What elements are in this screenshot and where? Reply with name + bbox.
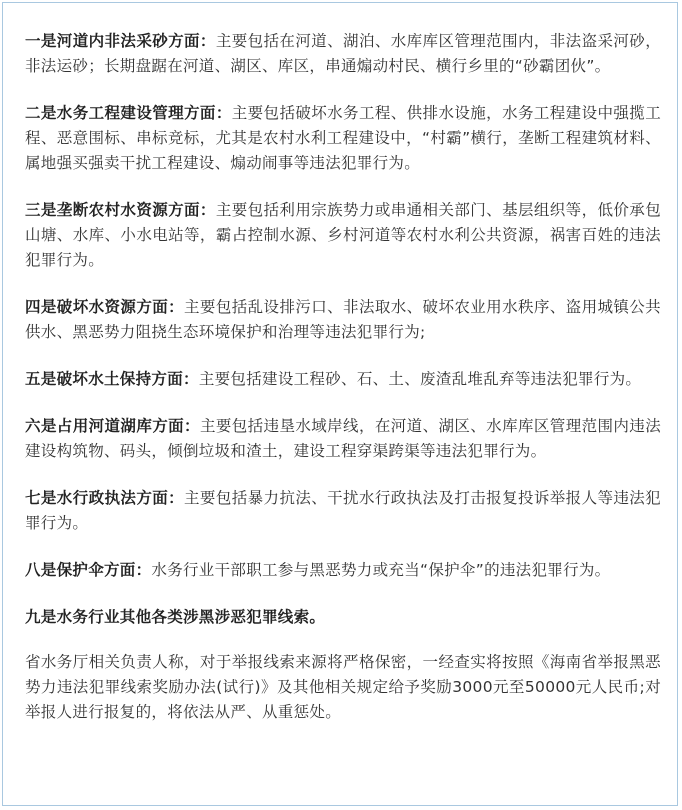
paragraph-body: 主要包括建设工程砂、石、土、废渣乱堆乱弃等违法犯罪行为。 [198,370,642,388]
paragraph-other-clues [25,605,661,630]
paragraph-river-occupation [25,414,661,464]
paragraph-body: 主要包括利用宗族势力或串通相关部门、基层组织等，低价承包山塘、水库、小水电站等，霸占控制水源、乡村河道等农村水利公共资源，祸害百姓的违法犯罪行为。 [25,201,661,269]
paragraph-heading: 六是占用河道湖库方面： [25,417,200,435]
paragraph-body: 水务行业干部职工参与黑恶势力或充当“保护伞”的违法犯罪行为。 [151,561,611,579]
paragraph-rural-water-monopoly [25,198,661,273]
paragraph-body: 主要包括在河道、湖泊、水库库区管理范围内，非法盗采河砂，非法运砂；长期盘踞在河道、湖区、库区，串通煽动村民、横行乡里的“砂霸团伙”。 [25,32,661,75]
article-frame [2,2,678,806]
paragraph-body: 主要包括暴力抗法、干扰水行政执法及打击报复投诉举报人等违法犯罪行为。 [25,489,661,532]
paragraph-heading: 三是垄断农村水资源方面： [25,201,216,219]
paragraph-heading: 五是破坏水土保持方面： [25,370,199,388]
paragraph-soil-conservation [25,367,661,392]
paragraph-body: 主要包括破坏水务工程、供排水设施，水务工程建设中强揽工程、恶意围标、串标竞标，尤其是农村水利工程建设中，“村霸”横行，垄断工程建筑材料、属地强买强卖干扰工程建设、煽动闹事等违法犯罪行为。 [25,104,661,172]
paragraph-sand-mining [25,29,661,79]
paragraph-body: 主要包括乱设排污口、非法取水、破坏农业用水秩序、盗用城镇公共供水、黑恶势力阻挠生态环境保护和治理等违法犯罪行为; [25,298,661,341]
paragraph-body: 主要包括违垦水域岸线，在河道、湖区、水库库区管理范围内违法建设构筑物、码头，倾倒垃圾和渣土，建设工程穿渠跨渠等违法犯罪行为。 [25,417,661,460]
closing-paragraph: 省水务厅相关负责人称，对于举报线索来源将严格保密，一经查实将按照《海南省举报黑恶势力违法犯罪线索奖励办法(试行)》及其他相关规定给予奖励3000元至50000元人民币;对举报人进行报复的，将依法从严、从重惩处。 [25,653,661,721]
article-content [25,29,661,725]
paragraph-heading: 一是河道内非法采砂方面： [25,32,216,50]
paragraph-heading: 四是破坏水资源方面： [25,298,185,316]
paragraph-project-management [25,101,661,176]
paragraph-heading: 二是水务工程建设管理方面： [25,104,232,122]
paragraph-water-resources [25,295,661,345]
paragraph-heading: 七是水行政执法方面： [25,489,185,507]
paragraph-heading: 八是保护伞方面： [25,561,152,579]
paragraph-law-enforcement [25,486,661,536]
paragraph-protective-umbrella [25,558,661,583]
paragraph-heading: 九是水务行业其他各类涉黑涉恶犯罪线索。 [25,608,326,626]
